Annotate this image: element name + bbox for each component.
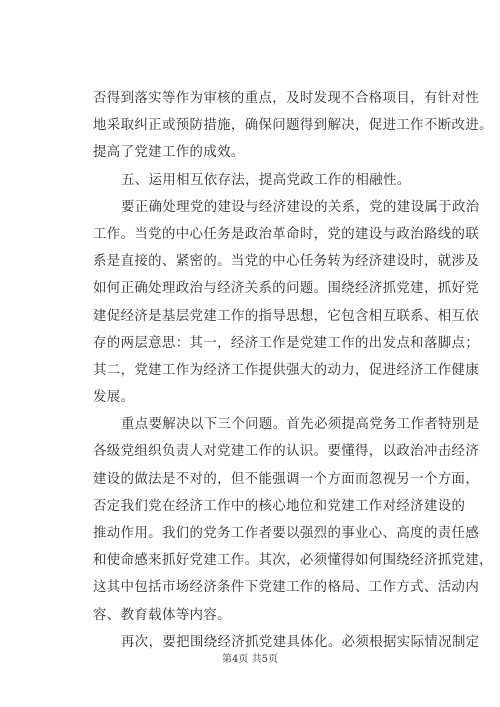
text-line: 推动作用。我们的党务工作者要以强烈的事业心、高度的责任感 xyxy=(93,526,480,541)
text-line: 和使命感来抓好党建工作。其次，必须懂得如何围绕经济抓党建， xyxy=(93,553,493,569)
text-line: 否定我们党在经济工作中的核心地位和党建工作对经济建设的 xyxy=(93,498,466,514)
page-footer xyxy=(0,650,500,665)
text-line: 容、教育载体等内容。 xyxy=(93,607,231,623)
text-line: 地采取纠正或预防措施，确保问题得到解决，促进工作不断改进。 xyxy=(93,118,493,134)
text-line: 再次，要把围绕经济抓党建具体化。必须根据实际情况制定 xyxy=(121,634,480,650)
text-line: 系是直接的、紧密的。当党的中心任务转为经济建设时，就涉及 xyxy=(93,254,480,270)
text-line: 其二，党建工作为经济工作提供强大的动力，促进经济工作健康 xyxy=(93,362,480,378)
section-heading: 五、运用相互依存法，提高党政工作的相融性。 xyxy=(121,172,411,188)
text-line: 存的两层意思：其一，经济工作是党建工作的出发点和落脚点； xyxy=(93,335,480,351)
body-text xyxy=(93,85,493,656)
text-line: 重点要解决以下三个问题。首先必须提高党务工作者特别是 xyxy=(121,417,480,433)
text-line: 要正确处理党的建设与经济建设的关系，党的建设属于政治 xyxy=(121,199,480,215)
text-line: 建设的做法是不对的，但不能强调一个方面而忽视另一个方面， xyxy=(93,471,480,487)
text-line: 发展。 xyxy=(93,390,135,406)
text-line: 工作。当党的中心任务是政治革命时，党的建设与政治路线的联 xyxy=(93,226,480,242)
text-line: 建促经济是基层党建工作的指导思想，它包含相互联系、相互依 xyxy=(93,308,480,324)
text-line: 各级党组织负责人对党建工作的认识。要懂得，以政治冲击经济 xyxy=(93,444,480,460)
text-line: 否得到落实等作为审核的重点，及时发现不合格项目，有针对性 xyxy=(93,91,480,106)
text-line: 这其中包括市场经济条件下党建工作的格局、工作方式、活动内 xyxy=(93,580,480,596)
text-line: 如何正确处理政治与经济关系的问题。围绕经济抓党建，抓好党 xyxy=(93,281,480,297)
text-line: 提高了党建工作的成效。 xyxy=(93,145,245,161)
page-number: 第4页 共5页 xyxy=(222,654,278,665)
